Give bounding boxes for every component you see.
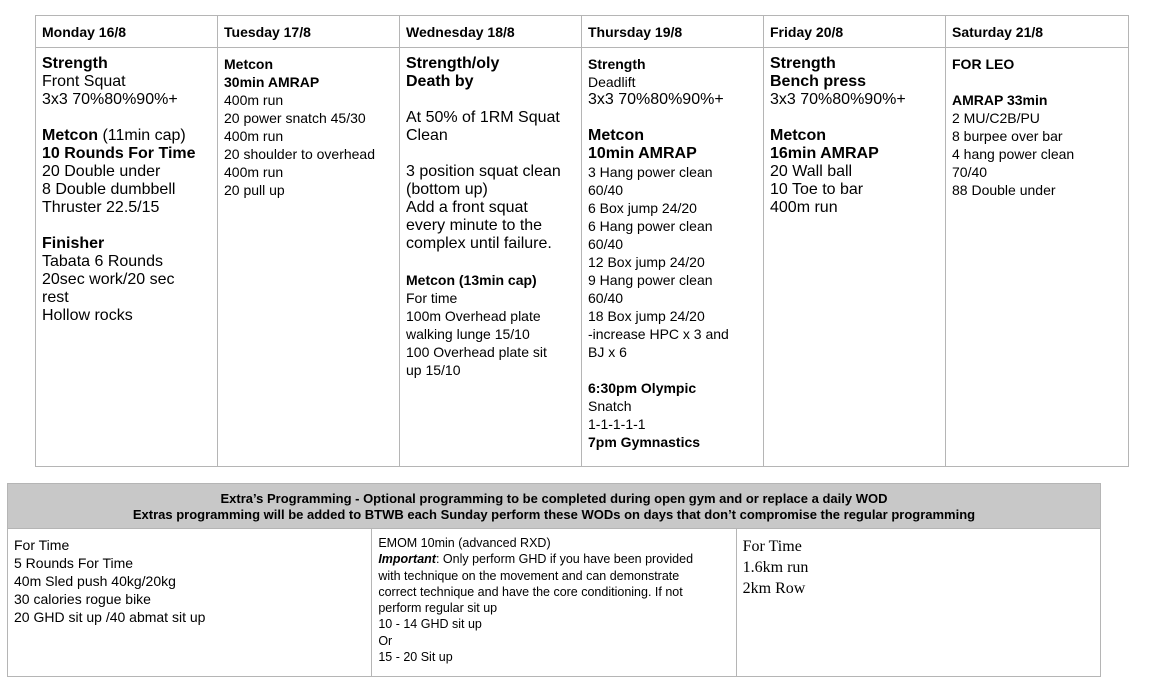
workout-line: For time bbox=[406, 290, 458, 306]
day-cell-friday bbox=[764, 48, 946, 467]
extras-cell-3 bbox=[736, 529, 1100, 677]
extras-programming-table bbox=[7, 483, 1101, 677]
workout-line: with technique on the movement and can demonstrate bbox=[378, 568, 680, 583]
section-title: Metcon bbox=[42, 127, 98, 144]
workout-line: 6 Box jump 24/20 bbox=[588, 200, 697, 216]
workout-line: 400m run bbox=[224, 92, 284, 108]
workout-line: 40m Sled push 40kg/20kg bbox=[14, 573, 176, 589]
workout-format: 16min AMRAP bbox=[770, 145, 879, 162]
workout-line: -increase HPC x 3 and bbox=[588, 326, 729, 342]
day-cell-monday bbox=[36, 48, 218, 467]
section-title: FOR LEO bbox=[952, 56, 1015, 72]
day-header-friday: Friday 20/8 bbox=[764, 16, 946, 48]
workout-line: 20 shoulder to overhead bbox=[224, 146, 375, 162]
important-text: : Only perform GHD if you have been provided bbox=[435, 552, 694, 567]
workout-line: At 50% of 1RM Squat bbox=[406, 109, 560, 126]
workout-line: perform regular sit up bbox=[378, 601, 498, 616]
workout-line: 9 Hang power clean bbox=[588, 272, 713, 288]
day-cell-wednesday bbox=[400, 48, 582, 467]
workout-line: 30 calories rogue bike bbox=[14, 591, 151, 607]
workout-line: 1.6km run bbox=[742, 559, 809, 576]
workout-line: complex until failure. bbox=[406, 235, 552, 252]
workout-line: 60/40 bbox=[588, 182, 624, 198]
section-title: Strength bbox=[770, 55, 836, 72]
workout-line: 20 Double under bbox=[42, 163, 161, 180]
workout-line: 20 power snatch 45/30 bbox=[224, 110, 366, 126]
workout-line: 10 - 14 GHD sit up bbox=[378, 617, 482, 632]
workout-line: 70/40 bbox=[952, 164, 988, 180]
workout-line: 12 Box jump 24/20 bbox=[588, 254, 705, 270]
day-cell-tuesday bbox=[218, 48, 400, 467]
workout-line: 20 Wall ball bbox=[770, 163, 853, 180]
section-title: Strength bbox=[42, 55, 108, 72]
workout-line: every minute to the bbox=[406, 217, 543, 234]
workout-line: rest bbox=[42, 289, 69, 306]
day-cell-saturday bbox=[946, 48, 1129, 467]
workout-line: 3 position squat clean bbox=[406, 163, 561, 180]
extras-cell-2 bbox=[372, 529, 736, 677]
workout-line: Thruster 22.5/15 bbox=[42, 199, 160, 216]
important-label: Important bbox=[378, 552, 436, 567]
workout-line: 88 Double under bbox=[952, 182, 1056, 198]
day-header-tuesday: Tuesday 17/8 bbox=[218, 16, 400, 48]
workout-line: up 15/10 bbox=[406, 362, 461, 378]
day-header-thursday: Thursday 19/8 bbox=[582, 16, 764, 48]
workout-format: 10 Rounds For Time bbox=[42, 145, 196, 162]
day-header-row bbox=[36, 16, 1129, 48]
workout-line: 100 Overhead plate sit bbox=[406, 344, 547, 360]
workout-line: Or bbox=[378, 633, 393, 648]
workout-line: 400m run bbox=[224, 128, 284, 144]
workout-line: Clean bbox=[406, 127, 448, 144]
section-title: Metcon bbox=[770, 127, 826, 144]
workout-line: 6 Hang power clean bbox=[588, 218, 713, 234]
workout-line: 3 Hang power clean bbox=[588, 164, 713, 180]
weekly-programming-table bbox=[35, 15, 1129, 467]
section-title: Strength bbox=[588, 56, 646, 72]
workout-line: 8 Double dumbbell bbox=[42, 181, 176, 198]
workout-format: 10min AMRAP bbox=[588, 145, 697, 162]
day-cell-thursday bbox=[582, 48, 764, 467]
workout-line: 60/40 bbox=[588, 290, 624, 306]
extras-heading-line: Extra’s Programming - Optional programming to be completed during open gym and or replace a daily WOD bbox=[220, 491, 888, 506]
workout-line: 400m run bbox=[224, 164, 284, 180]
important-note bbox=[378, 551, 729, 567]
extras-cell-1 bbox=[8, 529, 372, 677]
workout-line: 20sec work/20 sec bbox=[42, 271, 175, 288]
workout-line: Front Squat bbox=[42, 73, 126, 90]
workout-line: 3x3 70%80%90%+ bbox=[42, 91, 178, 108]
section-title: Finisher bbox=[42, 235, 105, 252]
section-title: Metcon bbox=[224, 56, 273, 72]
workout-line: correct technique and have the core conditioning. If not bbox=[378, 584, 683, 599]
workout-line: 100m Overhead plate bbox=[406, 308, 541, 324]
workout-title: EMOM 10min (advanced RXD) bbox=[378, 536, 551, 550]
section-title: 6:30pm Olympic bbox=[588, 380, 697, 396]
workout-line: 10 Toe to bar bbox=[770, 181, 864, 198]
workout-line: Tabata 6 Rounds bbox=[42, 253, 163, 270]
workout-format: 30min AMRAP bbox=[224, 74, 320, 90]
workout-line: 18 Box jump 24/20 bbox=[588, 308, 705, 324]
workout-line: 3x3 70%80%90%+ bbox=[770, 91, 906, 108]
section-title: Metcon (13min cap) bbox=[406, 272, 537, 288]
day-header-wednesday: Wednesday 18/8 bbox=[400, 16, 582, 48]
workout-line: walking lunge 15/10 bbox=[406, 326, 530, 342]
workout-line: 1-1-1-1-1 bbox=[588, 416, 646, 432]
workout-line: 20 pull up bbox=[224, 182, 285, 198]
workout-line: 20 GHD sit up /40 abmat sit up bbox=[14, 609, 206, 625]
workout-line: 2km Row bbox=[742, 580, 806, 597]
workout-line: Deadlift bbox=[588, 74, 636, 90]
workout-line: 3x3 70%80%90%+ bbox=[588, 91, 724, 108]
workout-line: (bottom up) bbox=[406, 181, 488, 198]
workout-line: Snatch bbox=[588, 398, 632, 414]
workout-line: BJ x 6 bbox=[588, 344, 627, 360]
day-content-row bbox=[36, 48, 1129, 467]
section-title: Metcon bbox=[588, 127, 644, 144]
workout-line: Add a front squat bbox=[406, 199, 528, 216]
metcon-cap: (11min cap) bbox=[98, 127, 186, 144]
metcon-heading bbox=[42, 127, 211, 145]
workout-format: AMRAP 33min bbox=[952, 92, 1048, 108]
section-title: 7pm Gymnastics bbox=[588, 434, 701, 450]
day-header-saturday: Saturday 21/8 bbox=[946, 16, 1129, 48]
extras-content-row bbox=[8, 529, 1101, 677]
workout-line: 60/40 bbox=[588, 236, 624, 252]
workout-line: 2 MU/C2B/PU bbox=[952, 110, 1040, 126]
workout-line: For Time bbox=[14, 537, 70, 553]
day-header-monday: Monday 16/8 bbox=[36, 16, 218, 48]
workout-line: 8 burpee over bar bbox=[952, 128, 1063, 144]
workout-line: Hollow rocks bbox=[42, 307, 133, 324]
workout-line: 5 Rounds For Time bbox=[14, 555, 134, 571]
workout-line: 4 hang power clean bbox=[952, 146, 1075, 162]
extras-heading-line: Extras programming will be added to BTWB each Sunday perform these WODs on days that don’t compromise the regular programming bbox=[132, 507, 976, 522]
extras-heading bbox=[8, 484, 1101, 529]
workout-line: For Time bbox=[742, 538, 802, 555]
section-title: Strength/oly bbox=[406, 55, 500, 72]
workout-line: 400m run bbox=[770, 199, 838, 216]
workout-format: Bench press bbox=[770, 73, 867, 90]
workout-line: 15 - 20 Sit up bbox=[378, 650, 453, 665]
workout-format: Death by bbox=[406, 73, 474, 90]
extras-header-row bbox=[8, 484, 1101, 529]
